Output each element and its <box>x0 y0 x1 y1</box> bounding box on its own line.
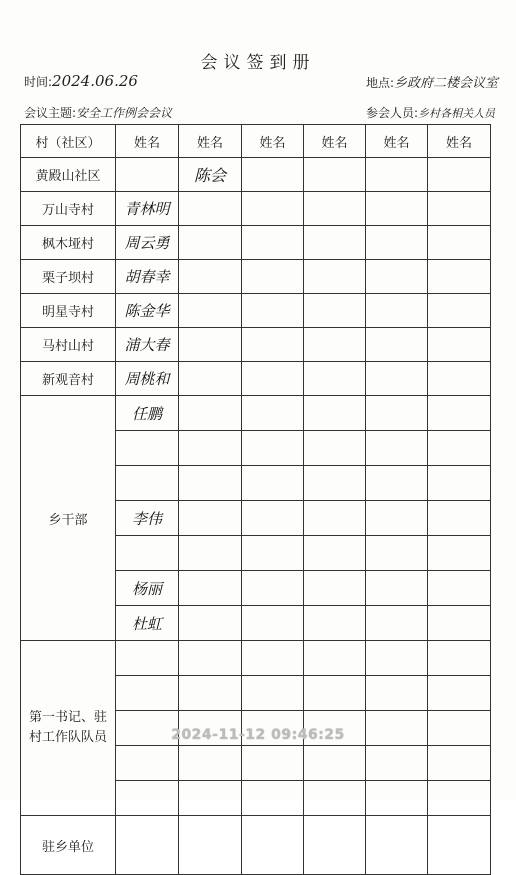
signature-cell <box>179 158 242 192</box>
signature-cell <box>116 328 179 362</box>
topic-label: 会议主题: <box>24 106 77 120</box>
signature-cell <box>116 226 179 260</box>
signature: 杜虹 <box>131 614 162 633</box>
column-header: 村（社区） <box>21 125 116 158</box>
column-header: 姓名 <box>428 125 491 158</box>
signature-cell <box>116 158 179 192</box>
village-name: 黄殿山社区 <box>21 158 116 192</box>
signature-cell <box>116 362 179 396</box>
signature-cell <box>116 466 179 501</box>
signature-cell <box>116 260 179 294</box>
sign-in-table <box>20 124 491 875</box>
signature-cell <box>116 294 179 328</box>
signature: 任鹏 <box>131 404 162 423</box>
signature-cell <box>116 192 179 226</box>
village-row <box>21 226 491 260</box>
signature: 周云勇 <box>124 234 170 252</box>
signature-cell <box>116 501 179 536</box>
header-row <box>21 125 491 158</box>
village-name: 明星寺村 <box>21 294 116 328</box>
time-value: 2024.06.26 <box>52 72 138 90</box>
attendees-label: 参会人员: <box>366 106 419 120</box>
village-row <box>21 192 491 226</box>
signature-cell <box>116 396 179 431</box>
signature: 胡春幸 <box>124 268 170 286</box>
signature: 杨丽 <box>131 579 162 598</box>
signature: 周桃和 <box>124 370 170 388</box>
column-header: 姓名 <box>242 125 304 158</box>
signature: 陈金华 <box>124 302 170 320</box>
village-row <box>21 362 491 396</box>
topic-field <box>24 104 172 121</box>
first-secretary-label: 第一书记、驻村工作队队员 <box>21 641 116 816</box>
topic-value: 安全工作例会会议 <box>76 106 173 120</box>
township-cadre-label: 乡干部 <box>21 396 116 641</box>
village-name: 马村山村 <box>21 328 116 362</box>
village-name: 栗子坝村 <box>21 260 116 294</box>
signature: 浦大春 <box>124 336 170 354</box>
signature: 青林明 <box>124 200 170 218</box>
village-name: 枫木垭村 <box>21 226 116 260</box>
signature-cell <box>116 606 179 641</box>
page-title: 会议签到册 <box>200 53 316 73</box>
time-label: 时间: <box>24 75 53 89</box>
place-value: 乡政府二楼会议室 <box>394 76 499 91</box>
place-label: 地点: <box>366 76 395 90</box>
village-name: 万山寺村 <box>21 192 116 226</box>
signature: 陈会 <box>193 166 226 185</box>
column-header: 姓名 <box>116 125 179 158</box>
time-field <box>24 72 138 90</box>
township-cadre-row <box>21 396 491 431</box>
attendees-value: 乡村各相关人员 <box>418 107 496 120</box>
attendees-field <box>366 104 495 121</box>
village-row <box>21 158 491 192</box>
signature-cell <box>116 536 179 571</box>
place-field <box>366 72 498 91</box>
village-row <box>21 294 491 328</box>
village-name: 新观音村 <box>21 362 116 396</box>
timestamp-watermark: 2024-11-12 09:46:25 <box>171 727 345 743</box>
column-header: 姓名 <box>179 125 242 158</box>
signature-cell <box>116 431 179 466</box>
column-header: 姓名 <box>366 125 428 158</box>
column-header: 姓名 <box>304 125 366 158</box>
village-row <box>21 328 491 362</box>
stationed-unit-label: 驻乡单位 <box>21 816 116 875</box>
signature-cell <box>116 571 179 606</box>
signature: 李伟 <box>131 509 162 528</box>
stationed-unit-row <box>21 816 491 875</box>
village-row <box>21 260 491 294</box>
first-secretary-row <box>21 641 491 676</box>
